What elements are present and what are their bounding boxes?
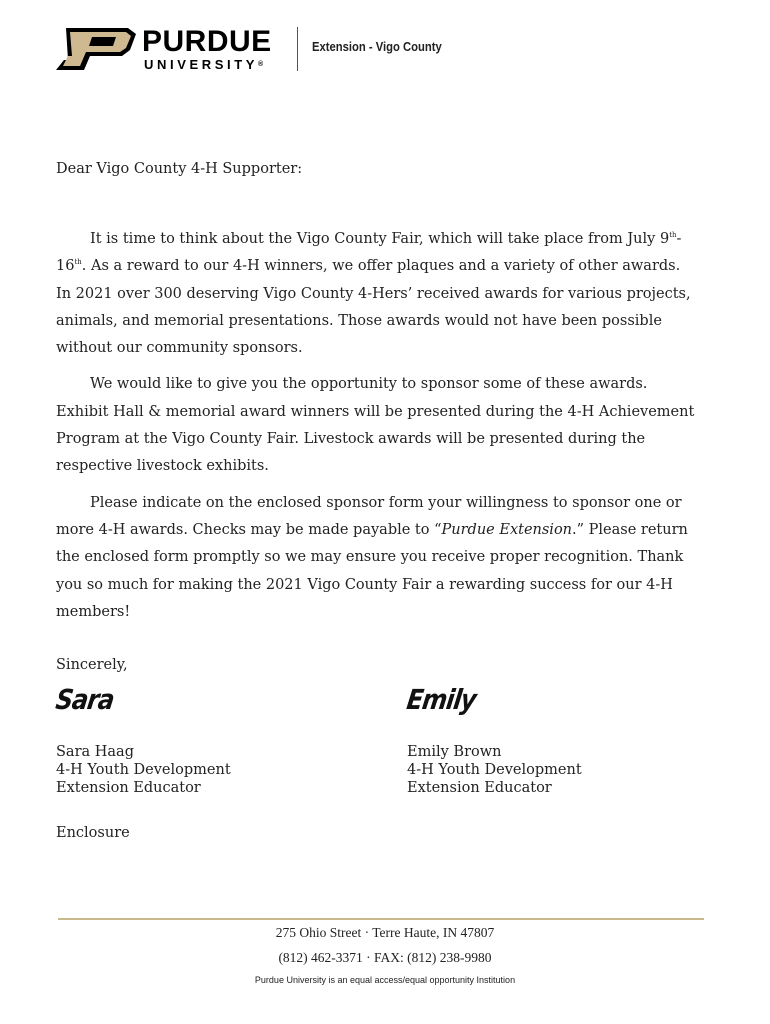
footer-address: 275 Ohio Street · Terre Haute, IN 47807 — [275, 925, 495, 940]
signer-name: Emily Brown — [407, 744, 502, 760]
signature-emily: Emily — [404, 683, 478, 717]
footer-phone: (812) 462-3371 · FAX: (812) 238-9980 — [278, 950, 492, 965]
letter-body — [56, 226, 696, 635]
signer-block-right — [407, 743, 582, 797]
paragraph-1: It is time to think about the Vigo County Fair, which will take place from July 9th-16th. As a reward to our 4-H winners, we offer plaques and a variety of other awards. In 2021 over 300 deserving Vigo County 4-Hers’ received awards for various projects, animals, and memorial presentations. Those awards would not have been possible without our community sponsors. — [56, 231, 691, 357]
paragraph-2: We would like to give you the opportunity to sponsor some of these awards. Exhibit Hall & memorial award winners will be presented during the 4-H Achievement Program at the Vigo County Fair. Livestock awards will be presented during the respective livestock exhibits. — [56, 376, 695, 475]
signer-block-left — [56, 743, 231, 797]
signer-title: 4-H Youth Development — [407, 762, 582, 778]
purdue-logo — [56, 26, 296, 74]
footer-equal-opportunity: Purdue University is an equal access/equal opportunity Institution — [254, 975, 516, 985]
signer-role: Extension Educator — [56, 780, 201, 796]
purdue-p-logo-icon — [56, 26, 136, 72]
header-divider — [297, 27, 298, 71]
footer-rule — [58, 918, 704, 920]
department-name: Extension - Vigo County — [312, 40, 442, 54]
enclosure-note: Enclosure — [56, 825, 130, 841]
signer-name: Sara Haag — [56, 744, 134, 760]
logo-wordmark: PURDUE — [142, 25, 272, 58]
signer-role: Extension Educator — [407, 780, 552, 796]
signature-sara: Sara — [53, 683, 116, 717]
salutation: Dear Vigo County 4-H Supporter: — [56, 161, 303, 177]
signer-title: 4-H Youth Development — [56, 762, 231, 778]
paragraph-3: Please indicate on the enclosed sponsor form your willingness to sponsor one or more 4-H awards. Checks may be made payable to “Purdue Extension.” Please return the enclosed form promptly so we may ensure you receive proper recognition. Thank you so much for making the 2021 Vigo County Fair a rewarding success for our 4-H members! — [56, 494, 688, 620]
closing: Sincerely, — [56, 657, 128, 673]
logo-subtitle: UNIVERSITY® — [144, 57, 264, 72]
